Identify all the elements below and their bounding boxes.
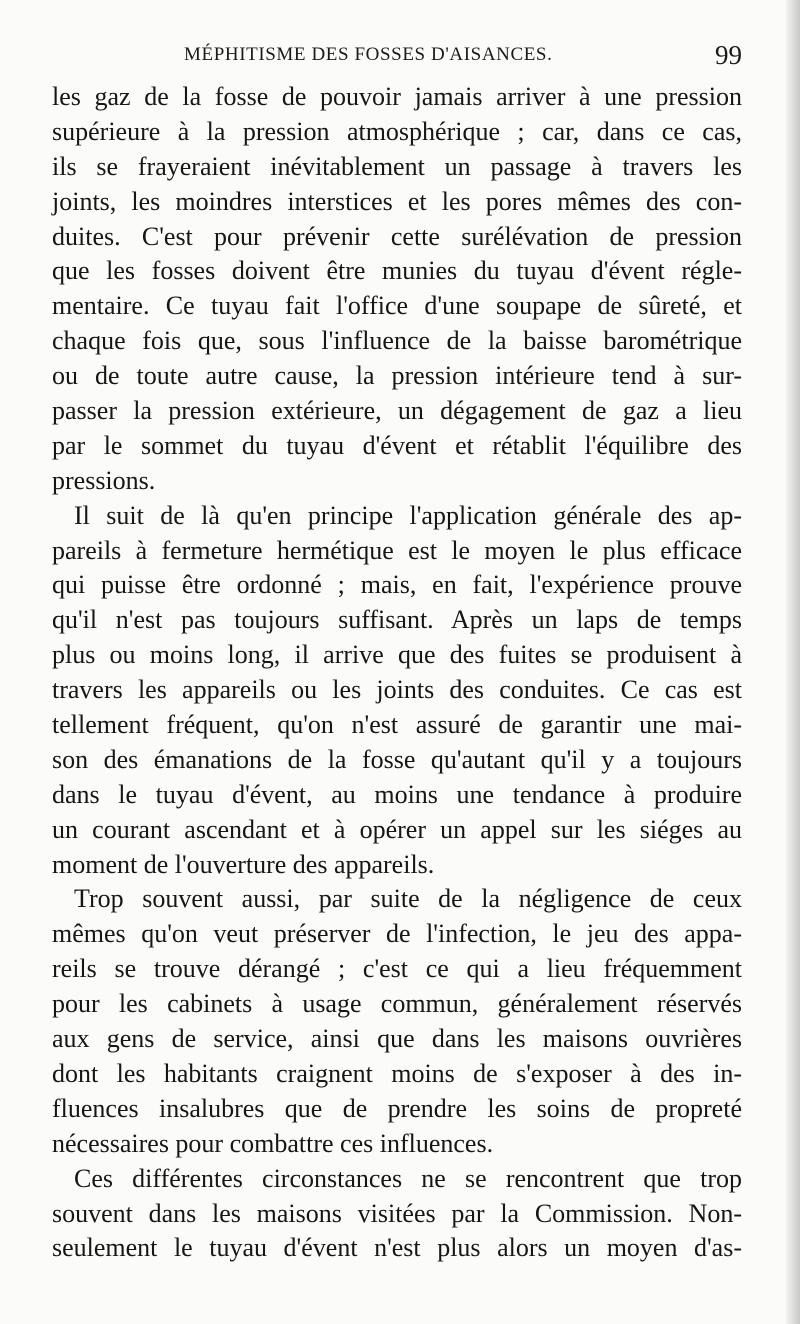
running-title: MÉPHITISME DES FOSSES D'AISANCES. — [184, 44, 553, 65]
text-line: pareils à fermeture hermétique est le moyen le plus efficace — [52, 535, 742, 565]
text-line: pour les cabinets à usage commun, généralement réservés — [52, 989, 742, 1019]
paragraph — [52, 80, 742, 499]
page-number: 99 — [715, 40, 742, 70]
text-line: ils se frayeraient inévitablement un passage à travers les — [52, 151, 742, 181]
text-line: chaque fois que, sous l'influence de la baisse barométrique — [52, 326, 742, 356]
page-edge-shadow — [786, 0, 800, 1324]
text-line: pressions. — [52, 465, 156, 495]
text-line: tellement fréquent, qu'on n'est assuré de garantir une mai- — [52, 710, 742, 740]
text-line: un courant ascendant et à opérer un appel sur les siéges au — [52, 814, 742, 844]
text-line: aux gens de service, ainsi que dans les maisons ouvrières — [52, 1024, 742, 1054]
text-line: passer la pression extérieure, un dégagement de gaz a lieu — [52, 396, 742, 426]
text-line: les gaz de la fosse de pouvoir jamais arriver à une pression — [52, 82, 742, 111]
text-line: nécessaires pour combattre ces influences. — [52, 1128, 494, 1158]
text-line: mêmes qu'on veut préserver de l'infection, le jeu des appa- — [52, 919, 742, 949]
text-line: supérieure à la pression atmosphérique ; car, dans ce cas, — [52, 116, 742, 146]
text-line: joints, les moindres interstices et les pores mêmes des con- — [52, 186, 742, 216]
text-line: qu'il n'est pas toujours suffisant. Après un laps de temps — [52, 605, 742, 635]
text-line: seulement le tuyau d'évent n'est plus alors un moyen d'as- — [52, 1233, 742, 1263]
text-line: duites. C'est pour prévenir cette surélévation de pression — [52, 221, 742, 251]
running-head — [56, 40, 742, 76]
text-line: mentaire. Ce tuyau fait l'office d'une soupape de sûreté, et — [52, 291, 742, 321]
text-line: dont les habitants craignent moins de s'exposer à des in- — [52, 1058, 742, 1088]
text-line: reils se trouve dérangé ; c'est ce qui a lieu fréquemment — [52, 954, 742, 984]
text-line: Ces différentes circonstances ne se rencontrent que trop — [74, 1163, 742, 1193]
text-line: Trop souvent aussi, par suite de la négligence de ceux — [74, 884, 742, 914]
paragraph — [52, 1162, 742, 1267]
text-line: Il suit de là qu'en principe l'application générale des ap- — [74, 500, 742, 530]
text-line: souvent dans les maisons visitées par la Commission. Non- — [52, 1198, 742, 1228]
text-line: plus ou moins long, il arrive que des fuites se produisent à — [52, 640, 742, 670]
text-line: dans le tuyau d'évent, au moins une tendance à produire — [52, 779, 742, 809]
text-line: travers les appareils ou les joints des conduites. Ce cas est — [52, 675, 742, 705]
paragraph — [52, 882, 742, 1161]
text-line: ou de toute autre cause, la pression intérieure tend à sur- — [52, 361, 742, 391]
text-line: par le sommet du tuyau d'évent et rétablit l'équilibre des — [52, 430, 742, 460]
body-text — [52, 80, 742, 1266]
text-line: son des émanations de la fosse qu'autant qu'il y a toujours — [52, 744, 742, 774]
text-line: moment de l'ouverture des appareils. — [52, 849, 435, 879]
text-line: fluences insalubres que de prendre les soins de propreté — [52, 1093, 742, 1123]
text-line: que les fosses doivent être munies du tuyau d'évent régle- — [52, 256, 742, 286]
text-line: qui puisse être ordonné ; mais, en fait, l'expérience prouve — [52, 570, 742, 600]
paragraph — [52, 499, 742, 883]
